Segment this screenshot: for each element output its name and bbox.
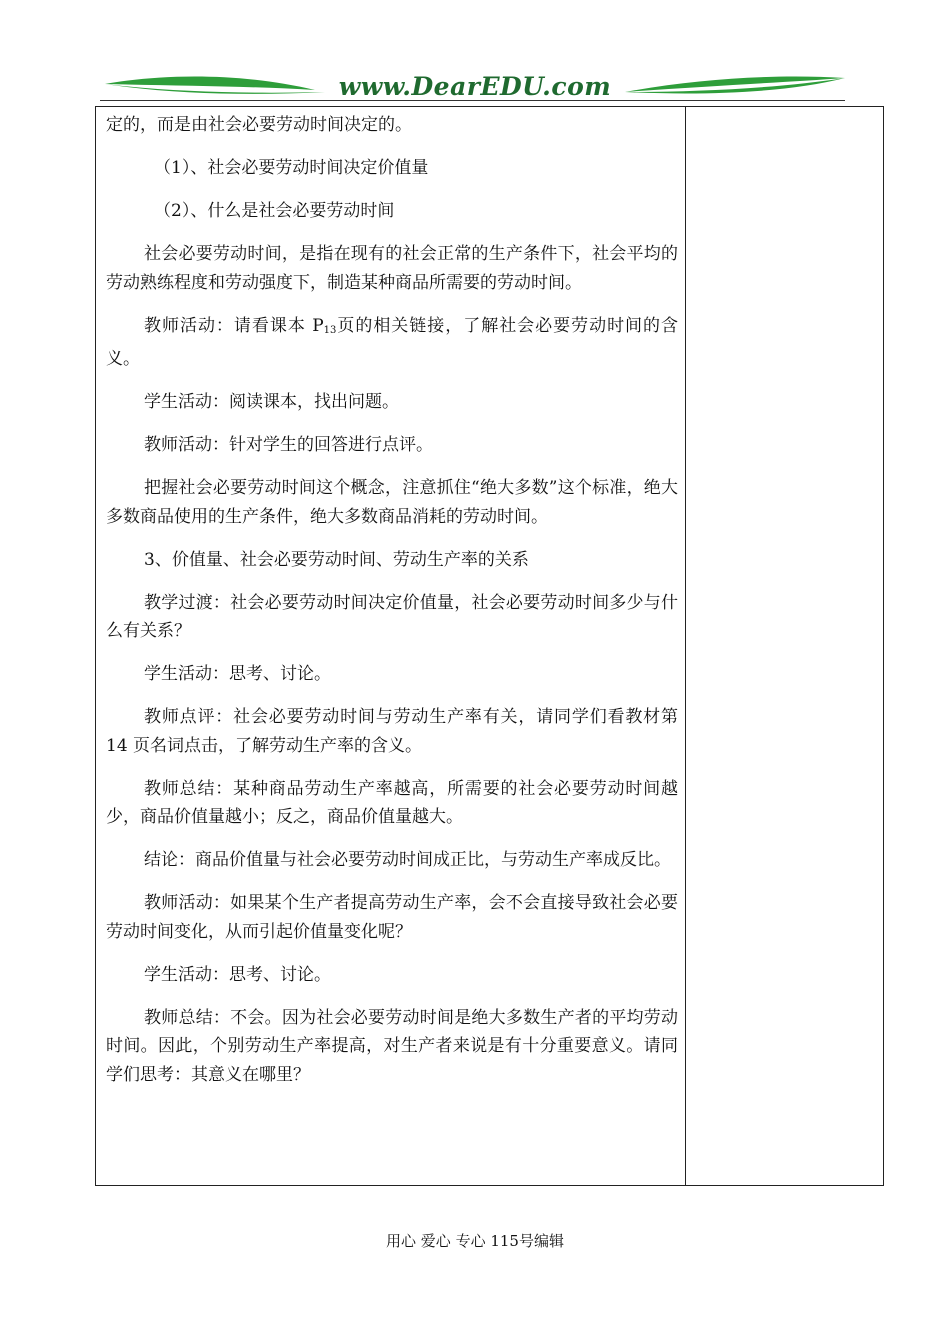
page-footer: 用心 爱心 专心 115号编辑 xyxy=(386,1232,564,1250)
paragraph: 教师点评：社会必要劳动时间与劳动生产率有关，请同学们看教材第 14 页名词点击，了解劳动生产率的含义。 xyxy=(106,707,678,756)
site-header-logo xyxy=(100,70,850,104)
paragraph: 3、价值量、社会必要劳动时间、劳动生产率的关系 xyxy=(144,549,529,570)
paragraph-text: 教师活动：请看课本 P xyxy=(144,315,324,336)
paragraph: 结论：商品价值量与社会必要劳动时间成正比，与劳动生产率成反比。 xyxy=(144,850,671,870)
paragraph: 教师活动：如果某个生产者提高劳动生产率，会不会直接导致社会必要劳动时间变化，从而引起价值量变化呢？ xyxy=(106,893,678,942)
paragraph: 定的，而是由社会必要劳动时间决定的。 xyxy=(106,115,412,135)
paragraph: 教学过渡：社会必要劳动时间决定价值量，社会必要劳动时间多少与什么有关系？ xyxy=(106,592,678,641)
paragraph: （1）、社会必要劳动时间决定价值量 xyxy=(154,158,429,178)
header-rule xyxy=(100,100,845,101)
paragraph: （2）、什么是社会必要劳动时间 xyxy=(154,201,395,221)
paragraph xyxy=(106,312,678,374)
paragraph: 把握社会必要劳动时间这个概念，注意抓住“绝大多数”这个标准，绝大多数商品使用的生产条件，绝大多数商品消耗的劳动时间。 xyxy=(106,478,678,527)
column-divider xyxy=(685,107,686,1185)
paragraph: 教师总结：某种商品劳动生产率越高，所需要的社会必要劳动时间越少，商品价值量越小；反之，商品价值量越大。 xyxy=(106,778,678,827)
lesson-content xyxy=(106,111,678,1104)
paragraph: 教师活动：针对学生的回答进行点评。 xyxy=(144,435,433,455)
paragraph: 学生活动：思考、讨论。 xyxy=(144,664,331,684)
page-subscript: 13 xyxy=(323,324,337,336)
paragraph: 学生活动：阅读课本，找出问题。 xyxy=(144,392,399,412)
paragraph-text: 页的相关链接，了解社会必要劳动时间的含义。 xyxy=(106,315,679,369)
paragraph: 教师总结：不会。因为社会必要劳动时间是绝大多数生产者的平均劳动时间。因此，个别劳动生产率提高，对生产者来说是有十分重要意义。请同学们思考：其意义在哪里？ xyxy=(106,1007,678,1085)
site-logo-text[interactable]: www.DearEDU.com xyxy=(338,72,612,101)
paragraph: 社会必要劳动时间，是指在现有的社会正常的生产条件下，社会平均的劳动熟练程度和劳动强度下，制造某种商品所需要的劳动时间。 xyxy=(106,244,678,293)
lesson-table xyxy=(95,106,884,1186)
paragraph: 学生活动：思考、讨论。 xyxy=(144,964,331,985)
